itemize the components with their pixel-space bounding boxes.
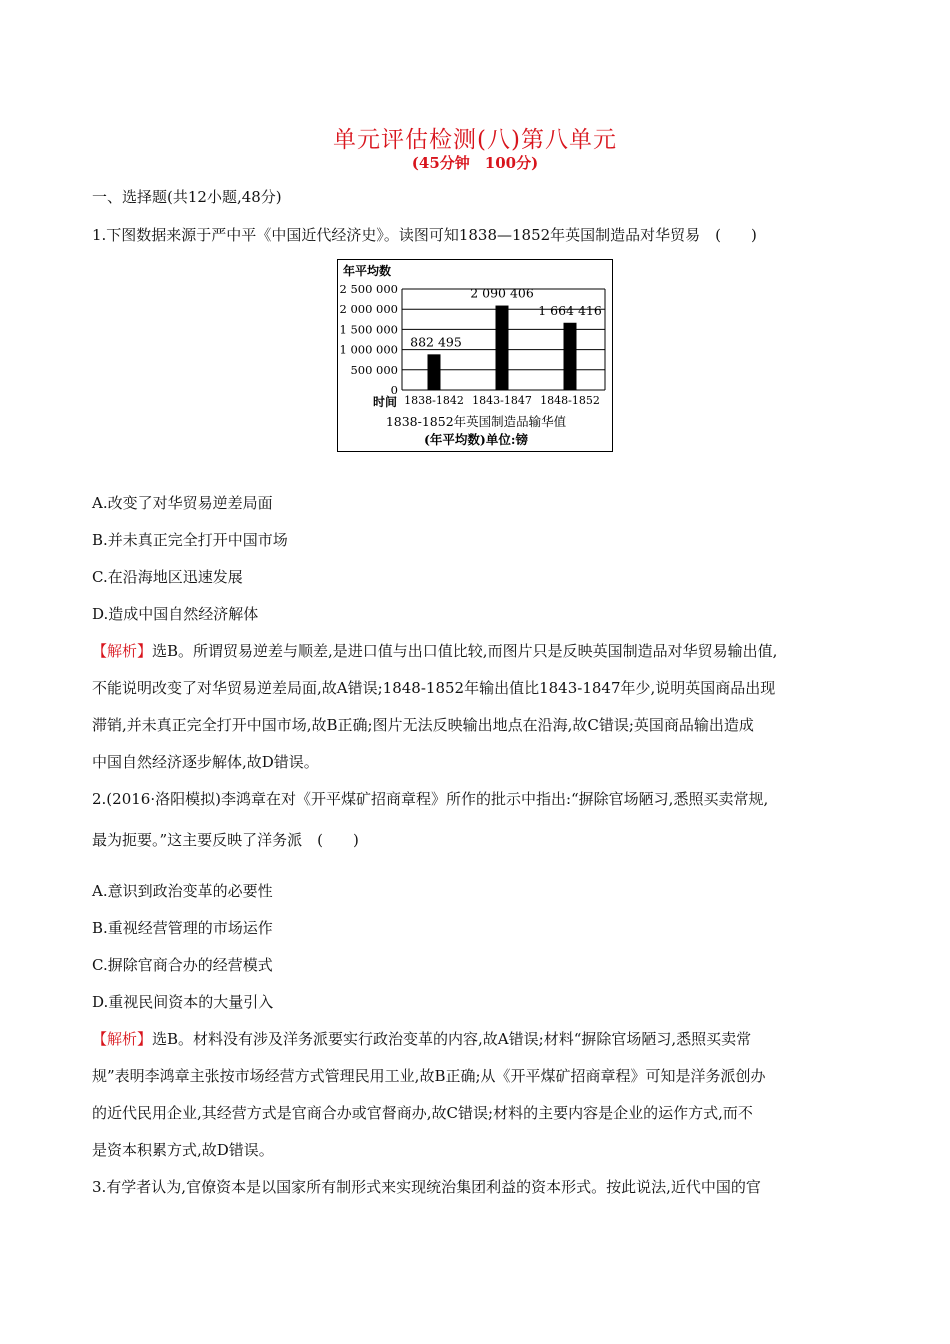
- question-1-analysis-line-3: 滞销,并未真正完全打开中国市场,故B正确;图片无法反映输出地点在沿海,故C错误;英国商品输出造成: [92, 716, 754, 734]
- bar: [428, 354, 441, 390]
- question-1-option-b: B.并未真正完全打开中国市场: [92, 531, 288, 549]
- question-2-analysis-line-2: 规”表明李鸿章主张按市场经营方式管理民用工业,故B正确;从《开平煤矿招商章程》可知是洋务派创办: [92, 1067, 766, 1085]
- y-tick-label: 2 500 000: [339, 282, 398, 296]
- question-2-option-a: A.意识到政治变革的必要性: [92, 882, 273, 900]
- y-tick-label: 0: [390, 383, 398, 397]
- question-1-option-a: A.改变了对华贸易逆差局面: [92, 494, 273, 512]
- bar-chart-svg: [338, 260, 614, 453]
- section-heading: 一、选择题(共12小题,48分): [92, 188, 282, 206]
- document-title: 单元评估检测(八)第八单元: [333, 127, 617, 153]
- bar: [564, 323, 577, 390]
- bar-value-label: 882 495: [410, 334, 462, 350]
- x-axis-label: 时间: [373, 395, 398, 409]
- question-1-stem: 1.下图数据来源于严中平《中国近代经济史》。读图可知1838—1852年英国制造品对华贸易 ( ): [92, 226, 757, 244]
- question-2-analysis-line-3: 的近代民用企业,其经营方式是官商合办或官督商办,故C错误;材料的主要内容是企业的运作方式,而不: [92, 1104, 753, 1122]
- bar-chart: [337, 259, 613, 452]
- y-tick-label: 500 000: [350, 362, 398, 377]
- question-2-option-c: C.摒除官商合办的经营模式: [92, 956, 273, 974]
- analysis-tag: 【解析】: [92, 642, 153, 660]
- bar-value-label: 2 090 406: [470, 285, 534, 301]
- question-3-stem: 3.有学者认为,官僚资本是以国家所有制形式来实现统治集团利益的资本形式。按此说法,近代中国的官: [92, 1178, 761, 1196]
- bar-value-label: 1 664 416: [538, 302, 602, 318]
- chart-title: 1838-1852年英国制造品输华值: [385, 414, 567, 429]
- question-2-analysis-line-1: [92, 1028, 751, 1049]
- question-2-stem-line-2: 最为扼要。”这主要反映了洋务派 ( ): [92, 831, 359, 849]
- y-tick-label: 2 000 000: [339, 302, 398, 317]
- question-1-option-d: D.造成中国自然经济解体: [92, 605, 259, 623]
- document-subtitle: (45分钟 100分): [411, 154, 539, 172]
- question-1-analysis-line-4: 中国自然经济逐步解体,故D错误。: [92, 753, 319, 771]
- analysis-text: 选B。材料没有涉及洋务派要实行政治变革的内容,故A错误;材料“摒除官场陋习,悉照买卖常: [152, 1030, 752, 1048]
- y-tick-label: 1 500 000: [339, 322, 398, 337]
- question-2-option-d: D.重视民间资本的大量引入: [92, 993, 274, 1011]
- analysis-text: 选B。所谓贸易逆差与顺差,是进口值与出口值比较,而图片只是反映英国制造品对华贸易输出值,: [152, 642, 778, 660]
- x-tick-label: 1843-1847: [472, 394, 532, 407]
- question-1-option-c: C.在沿海地区迅速发展: [92, 568, 243, 586]
- analysis-tag: 【解析】: [92, 1030, 153, 1048]
- question-2-stem-line-1: 2.(2016·洛阳模拟)李鸿章在对《开平煤矿招商章程》所作的批示中指出:“摒除官场陋习,悉照买卖常规,: [92, 790, 769, 808]
- chart-subtitle: (年平均数)单位:镑: [424, 432, 528, 447]
- bar: [496, 306, 509, 390]
- question-2-option-b: B.重视经营管理的市场运作: [92, 919, 273, 937]
- y-axis-label: 年平均数: [343, 264, 392, 278]
- question-1-analysis-line-2: 不能说明改变了对华贸易逆差局面,故A错误;1848-1852年输出值比1843-1847年少,说明英国商品出现: [92, 679, 776, 697]
- x-tick-label: 1838-1842: [404, 394, 464, 407]
- question-1-analysis-line-1: [92, 640, 777, 661]
- question-2-analysis-line-4: 是资本积累方式,故D错误。: [92, 1141, 274, 1159]
- y-tick-label: 1 000 000: [339, 342, 398, 357]
- x-tick-label: 1848-1852: [540, 394, 600, 407]
